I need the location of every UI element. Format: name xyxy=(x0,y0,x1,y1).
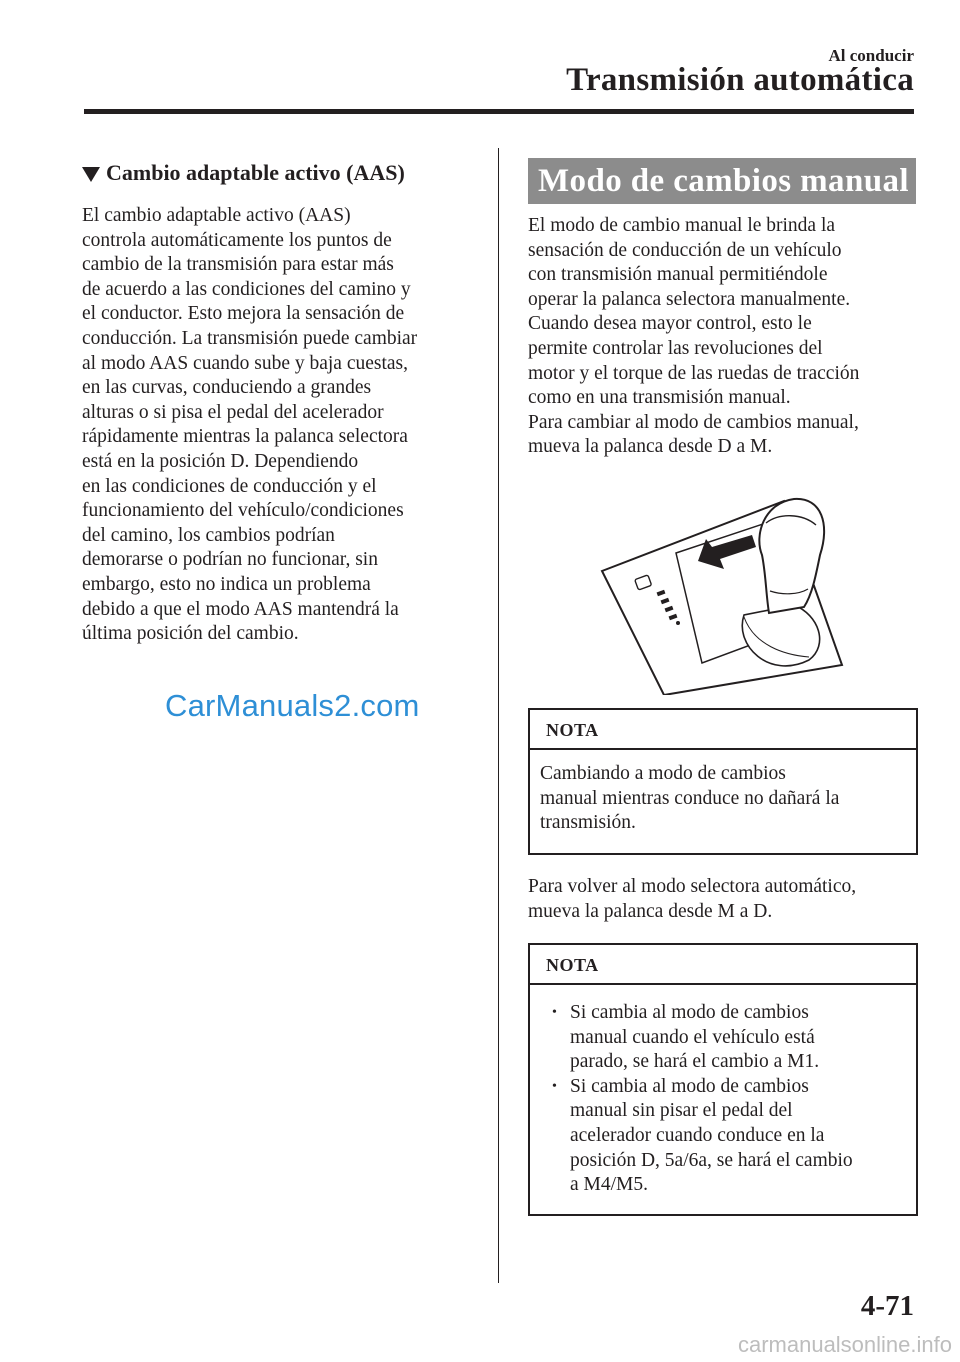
right-column xyxy=(528,158,916,460)
aas-body: El cambio adaptable activo (AAS) controla automáticamente los puntos de cambio de la transmisión para estar más de acuerdo a las condiciones del camino y el conductor. Esto mejora la sensación de conducción. La transmisión puede cambiar al modo AAS cuando sube y baja cuestas, en las curvas, conduciendo a grandes alturas o si pisa el pedal del acelerador rápidamente mientras la palanca selectora está en la posición D. Dependiendo en las condiciones de conducción y el funcionamiento del vehículo/condiciones del camino, los cambios podrían demorarse o podrían no funcionar, sin embargo, esto no indica un problema debido a que el modo AAS mantendrá la última posición del cambio. xyxy=(82,205,418,645)
triangle-bullet-icon xyxy=(82,167,100,182)
note-1-label: NOTA xyxy=(530,710,916,750)
header-rule xyxy=(84,109,914,114)
return-to-auto-body: Para volver al modo selectora automático, mueva la palanca desde M a D. xyxy=(528,876,857,922)
aas-heading-text: Cambio adaptable activo (AAS) xyxy=(106,160,405,185)
list-item: • Si cambia al modo de cambios manual cuando el vehículo está parado, se hará el cambio a M1. xyxy=(540,1001,906,1075)
manual-mode-banner: Modo de cambios manual xyxy=(528,158,916,204)
shift-lever-illustration xyxy=(594,495,844,695)
column-divider xyxy=(498,148,499,1283)
list-item: • Si cambia al modo de cambios manual sin pisar el pedal del acelerador cuando conduce en la posición D, 5a/6a, se hará el cambio a M4/M5. xyxy=(540,1075,906,1198)
header-title: Transmisión automática xyxy=(566,62,914,98)
note-box-1 xyxy=(528,708,918,855)
note-1-text: Cambiando a modo de cambios manual mientras conduce no dañará la transmisión. xyxy=(540,763,840,834)
left-column xyxy=(82,160,474,647)
footer-watermark: carmanualsonline.info xyxy=(737,1332,952,1357)
note-2-label: NOTA xyxy=(530,945,916,985)
carmanuals-watermark: CarManuals2.com xyxy=(165,688,420,723)
header-section: Al conducir xyxy=(828,46,914,65)
aas-heading xyxy=(82,160,474,186)
note-2-list xyxy=(540,1001,906,1198)
return-to-auto-text xyxy=(528,875,916,924)
note-box-2 xyxy=(528,943,918,1216)
page-number: 4-71 xyxy=(860,1290,914,1322)
manual-mode-body: El modo de cambio manual le brinda la sensación de conducción de un vehículo con transmisión manual permitiéndole operar la palanca selectora manualmente. Cuando desea mayor control, esto le permite controlar las revoluciones del motor y el torque de las ruedas de tracción como en una transmisión manual. Para cambiar al modo de cambios manual, mueva la palanca desde D a M. xyxy=(528,215,860,458)
